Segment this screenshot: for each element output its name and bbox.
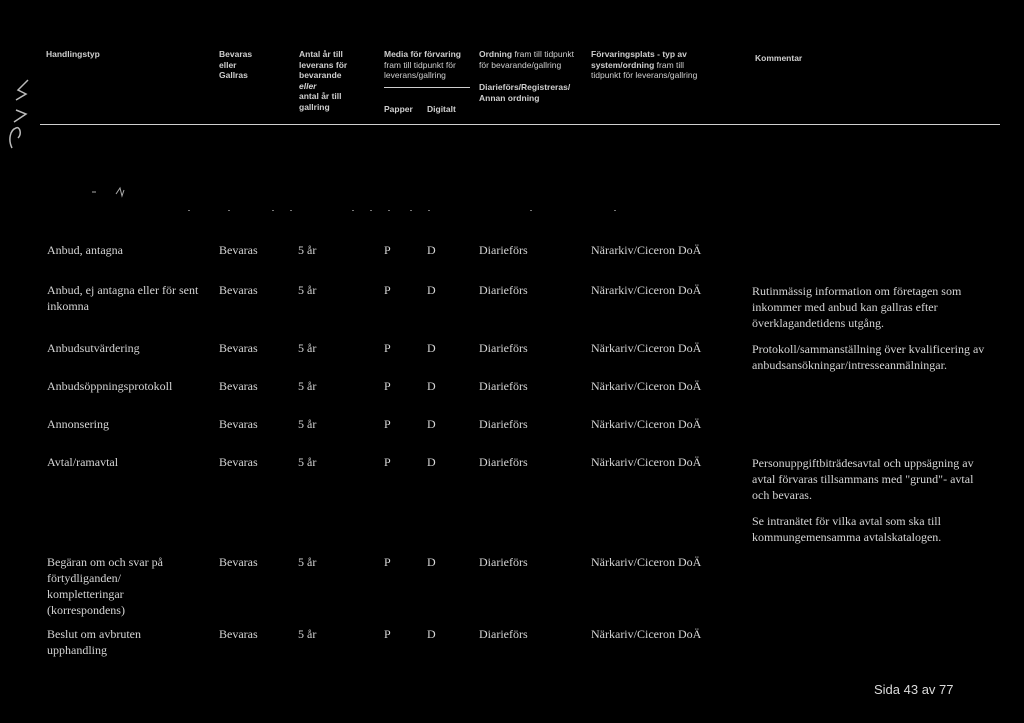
row-papper: P: [384, 283, 391, 297]
dotted-separator: [90, 210, 650, 214]
header-antal-line4: eller: [299, 80, 317, 91]
row-digitalt: D: [427, 379, 436, 393]
header-ordning-line1b: fram till tidpunkt: [514, 49, 574, 59]
row-bevaras: Bevaras: [219, 555, 258, 569]
row-antal: 5 år: [298, 341, 317, 355]
row-digitalt: D: [427, 627, 436, 641]
row-plats: Närkariv/Ciceron DoÄ: [591, 627, 702, 641]
row-bevaras: Bevaras: [219, 243, 258, 257]
row-digitalt: D: [427, 341, 436, 355]
row-bevaras: Bevaras: [219, 379, 258, 393]
header-antal-line1: Antal år till: [299, 49, 343, 59]
header-antal-line6: gallring: [299, 101, 330, 112]
row-digitalt: D: [427, 417, 436, 431]
header-antal: [299, 49, 347, 112]
row-plats: Närkariv/Ciceron DoÄ: [591, 455, 702, 469]
row-digitalt: D: [427, 243, 436, 257]
row-ordning: Diarieförs: [479, 417, 528, 431]
row-typ: Anbud, antagna: [47, 243, 123, 257]
row-typ: Beslut om avbruten upphandling: [47, 627, 141, 657]
row-antal: 5 år: [298, 417, 317, 431]
header-bottom-rule: [40, 124, 1000, 125]
row-papper: P: [384, 243, 391, 257]
header-bevaras-line2: eller: [219, 59, 237, 70]
row-ordning: Diarieförs: [479, 627, 528, 641]
row-plats: Närarkiv/Ciceron DoÄ: [591, 283, 702, 297]
header-media-line1: Media för förvaring: [384, 49, 461, 59]
header-forv-line1: Förvaringsplats - typ av: [591, 49, 687, 59]
header-forvaringsplats: [591, 49, 697, 81]
header-ordning-lower: [479, 82, 570, 103]
row-antal: 5 år: [298, 627, 317, 641]
row-kommentar: Personuppgiftbiträdesavtal och uppsägning av avtal förvaras tillsammans med "grund"- avtal och bevaras.: [752, 456, 974, 502]
header-media-rule: [384, 87, 470, 88]
row-kommentar: Rutinmässig information om företagen som inkommer med anbud kan gallras efter överklagandetidens utgång.: [752, 284, 962, 330]
header-ordning: [479, 49, 574, 70]
row-plats: Närkariv/Ciceron DoÄ: [591, 417, 702, 431]
header-media-digitalt: Digitalt: [427, 104, 456, 114]
row-antal: 5 år: [298, 283, 317, 297]
header-forv-line3: tidpunkt för leverans/gallring: [591, 70, 698, 80]
row-typ: Begäran om och svar på förtydliganden/ kompletteringar (korrespondens): [47, 555, 163, 617]
row-typ: Anbudsutvärdering: [47, 341, 140, 355]
header-bevaras-line1: Bevaras: [219, 49, 253, 59]
row-digitalt: D: [427, 455, 436, 469]
row-kommentar: Se intranätet för vilka avtal som ska till kommungemensamma avtalskatalogen.: [752, 514, 942, 544]
row-papper: P: [384, 627, 391, 641]
header-antal-line3: bevarande: [299, 70, 342, 80]
row-plats: Närkariv/Ciceron DoÄ: [591, 555, 702, 569]
row-ordning: Diarieförs: [479, 243, 528, 257]
row-plats: Närarkiv/Ciceron DoÄ: [591, 243, 702, 257]
row-bevaras: Bevaras: [219, 627, 258, 641]
handwritten-margin-mark: [6, 70, 36, 150]
row-papper: P: [384, 341, 391, 355]
header-bevaras-line3: Gallras: [219, 70, 248, 80]
header-forv-line2b: fram till: [656, 59, 685, 70]
header-bevaras: [219, 49, 252, 81]
header-antal-line2: leverans för: [299, 59, 348, 70]
page-number: Sida 43 av 77: [874, 682, 954, 697]
row-digitalt: D: [427, 283, 436, 297]
header-ordning-line2: för bevarande/gallring: [479, 59, 562, 70]
row-ordning: Diarieförs: [479, 341, 528, 355]
row-antal: 5 år: [298, 555, 317, 569]
row-antal: 5 år: [298, 243, 317, 257]
row-papper: P: [384, 417, 391, 431]
header-kommentar: Kommentar: [755, 53, 803, 63]
header-ordning-line4: Annan ordning: [479, 92, 540, 103]
row-typ: Avtal/ramavtal: [47, 455, 119, 469]
row-ordning: Diarieförs: [479, 455, 528, 469]
row-papper: P: [384, 379, 391, 393]
row-ordning: Diarieförs: [479, 379, 528, 393]
row-antal: 5 år: [298, 455, 317, 469]
header-handlingstyp: Handlingstyp: [46, 49, 100, 59]
row-antal: 5 år: [298, 379, 317, 393]
row-typ: Anbud, ej antagna eller för sent inkomna: [47, 283, 199, 313]
header-antal-line5: antal år till: [299, 91, 342, 101]
row-ordning: Diarieförs: [479, 555, 528, 569]
row-plats: Närkariv/Ciceron DoÄ: [591, 379, 702, 393]
row-bevaras: Bevaras: [219, 455, 258, 469]
header-media: [384, 49, 461, 81]
row-bevaras: Bevaras: [219, 283, 258, 297]
row-typ: Anbudsöppningsprotokoll: [47, 379, 173, 393]
row-papper: P: [384, 455, 391, 469]
row-plats: Närkariv/Ciceron DoÄ: [591, 341, 702, 355]
header-forv-line2a: system/ordning: [591, 59, 655, 70]
header-ordning-line3: Diarieförs/Registreras/: [479, 82, 571, 92]
row-bevaras: Bevaras: [219, 417, 258, 431]
header-media-line2: fram till tidpunkt för: [384, 59, 456, 70]
row-typ: Annonsering: [47, 417, 109, 431]
header-media-line3: leverans/gallring: [384, 70, 446, 80]
row-kommentar: Protokoll/sammanställning över kvalificering av anbudsansökningar/intresseanmälningar.: [752, 342, 985, 372]
row-digitalt: D: [427, 555, 436, 569]
row-bevaras: Bevaras: [219, 341, 258, 355]
row-ordning: Diarieförs: [479, 283, 528, 297]
row-papper: P: [384, 555, 391, 569]
header-media-papper: Papper: [384, 104, 413, 114]
scan-artefact: [90, 186, 130, 198]
header-ordning-line1a: Ordning: [479, 49, 513, 59]
